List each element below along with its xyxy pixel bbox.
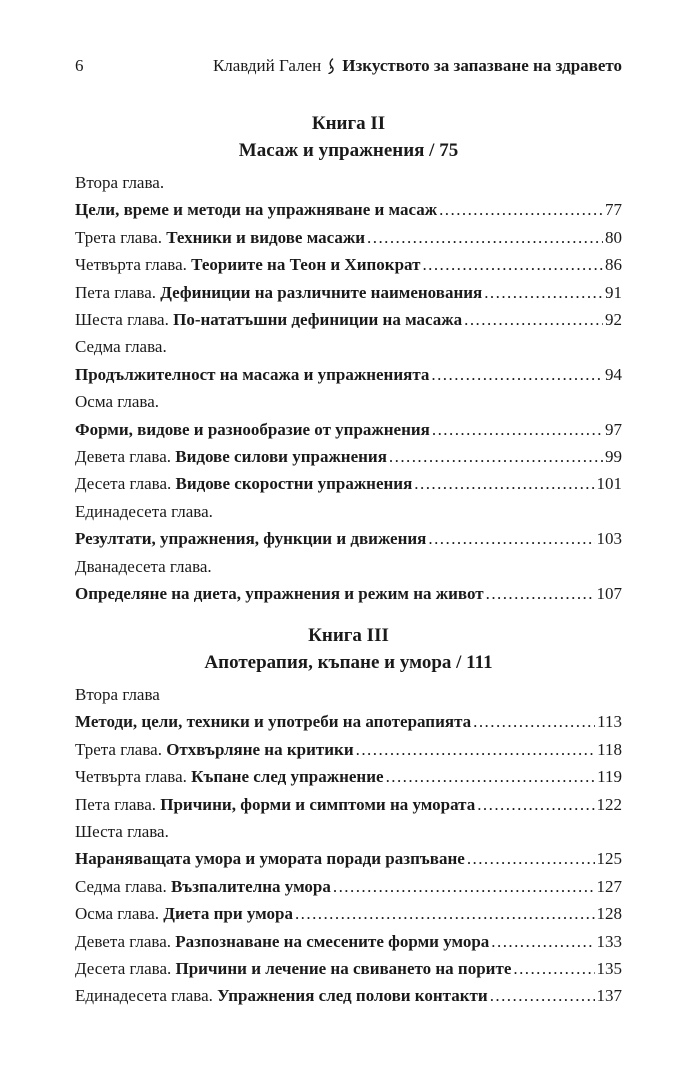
chapter-title: Методи, цели, техники и употреби на апотерапията <box>75 712 472 732</box>
chapter-label: Втора глава <box>75 685 160 704</box>
dot-leader <box>295 900 595 927</box>
page-reference: 92 <box>605 310 622 330</box>
entry-line <box>75 443 622 470</box>
chapter-title: Дефиниции на различните наименования <box>160 282 483 302</box>
page-reference: 107 <box>596 584 622 604</box>
toc-entry <box>75 736 622 763</box>
book-title: Апотерапия, къпане и умора / 111 <box>204 652 493 673</box>
toc-entry <box>75 224 622 251</box>
entry-line <box>75 196 622 223</box>
chapter-label: Пета глава. <box>75 282 156 302</box>
dot-leader <box>356 736 595 763</box>
entry-line <box>75 736 622 763</box>
entry-line <box>75 333 622 360</box>
toc-entry <box>75 763 622 790</box>
dot-leader <box>432 416 603 443</box>
toc-entry <box>75 681 622 736</box>
book-label: Книга II <box>311 113 386 134</box>
dot-leader <box>491 928 594 955</box>
chapter-title: Отхвърляне на критики <box>166 739 354 759</box>
page-reference: 80 <box>605 227 622 247</box>
chapter-title: Видове скоростни упражнения <box>175 474 413 494</box>
entry-line <box>75 251 622 278</box>
page-reference: 113 <box>597 712 622 732</box>
chapter-title: Диета при умора <box>163 904 293 924</box>
page-reference: 97 <box>605 419 622 439</box>
chapter-title: Нараняващата умора и умората поради разпъване <box>75 849 465 869</box>
entry-line <box>75 388 622 415</box>
page-reference: 122 <box>596 794 622 814</box>
toc-entry <box>75 279 622 306</box>
entry-line <box>75 224 622 251</box>
chapter-label: Трета глава. <box>75 227 162 247</box>
chapter-title: Разпознаване на смесените форми умора <box>175 931 490 951</box>
chapter-label: Осма глава. <box>75 392 159 412</box>
chapter-label: Седма глава. <box>75 337 167 357</box>
chapter-label: Втора глава. <box>75 173 165 192</box>
page-reference: 137 <box>596 986 622 1006</box>
chapter-label: Девета глава. <box>75 931 171 951</box>
chapter-label: Единадесета глава. <box>75 986 213 1006</box>
chapter-title: По-нататъшни дефиниции на масажа <box>173 310 463 330</box>
toc-entry <box>75 873 622 900</box>
dot-leader <box>473 708 595 735</box>
entry-line <box>75 845 622 872</box>
chapter-label: Шеста глава. <box>75 822 169 842</box>
book-label: Книга III <box>308 625 389 646</box>
chapter-title: Къпане след упражнение <box>191 767 384 787</box>
entry-line <box>75 169 622 196</box>
toc-entry <box>75 818 622 873</box>
dot-leader <box>467 845 595 872</box>
page-reference: 91 <box>605 282 622 302</box>
entry-line <box>75 955 622 982</box>
dot-leader <box>513 955 594 982</box>
chapter-title: Резултати, упражнения, функции и движения <box>75 529 427 549</box>
toc-entry <box>75 791 622 818</box>
entry-line <box>75 681 622 708</box>
chapter-title: Упражнения след полови контакти <box>217 986 488 1006</box>
toc-entry <box>75 333 622 388</box>
dot-leader <box>484 279 603 306</box>
toc-entry <box>75 553 622 608</box>
chapter-label: Шеста глава. <box>75 310 169 330</box>
dot-leader <box>333 873 595 900</box>
page-reference: 119 <box>597 767 622 787</box>
dot-leader <box>367 224 603 251</box>
page-reference: 125 <box>596 849 622 869</box>
chapter-title: Определяне на диета, упражнения и режим на живот <box>75 584 484 604</box>
entry-line <box>75 416 622 443</box>
book-title: Масаж и упражнения / 75 <box>238 140 459 161</box>
chapter-title: Видове силови упражнения <box>175 447 387 467</box>
entry-line <box>75 306 622 333</box>
chapter-label: Четвърта глава. <box>75 767 187 787</box>
entry-line <box>75 553 622 580</box>
toc-entry <box>75 388 622 443</box>
chapter-label: Четвърта глава. <box>75 255 187 275</box>
page-reference: 77 <box>605 200 622 220</box>
chapter-title: Форми, видове и разнообразие от упражнения <box>75 419 430 439</box>
dot-leader <box>464 306 603 333</box>
page-reference: 86 <box>605 255 622 275</box>
entry-line <box>75 361 622 388</box>
chapter-title: Причини и лечение на свиването на порите <box>175 959 512 979</box>
entry-line <box>75 791 622 818</box>
page-reference: 127 <box>596 876 622 896</box>
chapter-label: Десета глава. <box>75 474 172 494</box>
entry-line <box>75 982 622 1009</box>
chapter-label: Дванадесета глава. <box>75 556 212 576</box>
chapter-label: Девета глава. <box>75 447 171 467</box>
dot-leader <box>490 982 595 1009</box>
chapter-title: Причини, форми и симптоми на умората <box>160 794 476 814</box>
entry-line <box>75 470 622 497</box>
toc-entry <box>75 470 622 497</box>
chapter-label: Единадесета глава. <box>75 501 213 521</box>
dot-leader <box>477 791 594 818</box>
toc-entry <box>75 251 622 278</box>
entry-line <box>75 928 622 955</box>
dot-leader <box>428 525 594 552</box>
page-reference: 94 <box>605 364 622 384</box>
dot-leader <box>389 443 603 470</box>
header-book-title: Изкуството за запазване на здравето <box>342 56 622 75</box>
entry-line <box>75 873 622 900</box>
entry-line <box>75 763 622 790</box>
entry-line <box>75 900 622 927</box>
toc-entry <box>75 443 622 470</box>
chapter-title: Цели, време и методи на упражняване и масаж <box>75 200 438 220</box>
chapter-title: Техники и видове масажи <box>166 227 366 247</box>
dot-leader <box>386 763 596 790</box>
leaf-ornament-icon <box>327 58 335 74</box>
chapter-title: Продължителност на масажа и упражненията <box>75 364 430 384</box>
entry-line <box>75 279 622 306</box>
header-author: Клавдий Гален <box>212 56 322 75</box>
dot-leader <box>414 470 594 497</box>
page-reference: 103 <box>596 529 622 549</box>
chapter-label: Осма глава. <box>75 904 159 924</box>
page-reference: 118 <box>597 739 622 759</box>
toc-entry <box>75 928 622 955</box>
running-header <box>75 56 622 76</box>
dot-leader <box>431 361 603 388</box>
toc-entry <box>75 306 622 333</box>
toc-section-book-3 <box>75 622 622 1010</box>
chapter-label: Десета глава. <box>75 959 172 979</box>
entry-line <box>75 525 622 552</box>
toc-entry <box>75 900 622 927</box>
entry-line <box>75 580 622 607</box>
toc-entry <box>75 169 622 224</box>
entry-line <box>75 498 622 525</box>
chapter-label: Пета глава. <box>75 794 156 814</box>
chapter-title: Теориите на Теон и Хипократ <box>191 255 421 275</box>
page-reference: 99 <box>605 447 622 467</box>
toc-entry <box>75 498 622 553</box>
page-number: 6 <box>75 56 84 75</box>
chapter-label: Трета глава. <box>75 739 162 759</box>
header-right <box>213 56 622 76</box>
page-reference: 135 <box>596 959 622 979</box>
entry-line <box>75 708 622 735</box>
page-reference: 128 <box>596 904 622 924</box>
page-reference: 133 <box>596 931 622 951</box>
toc-entries <box>75 169 622 608</box>
toc-entry <box>75 955 622 982</box>
dot-leader <box>439 196 603 223</box>
chapter-label: Седма глава. <box>75 876 167 896</box>
toc-section-book-2 <box>75 110 622 608</box>
toc-entry <box>75 982 622 1009</box>
toc-entries <box>75 681 622 1010</box>
chapter-title: Възпалителна умора <box>170 876 331 896</box>
dot-leader <box>422 251 603 278</box>
page-reference: 101 <box>596 474 622 494</box>
entry-line <box>75 818 622 845</box>
dot-leader <box>486 580 595 607</box>
